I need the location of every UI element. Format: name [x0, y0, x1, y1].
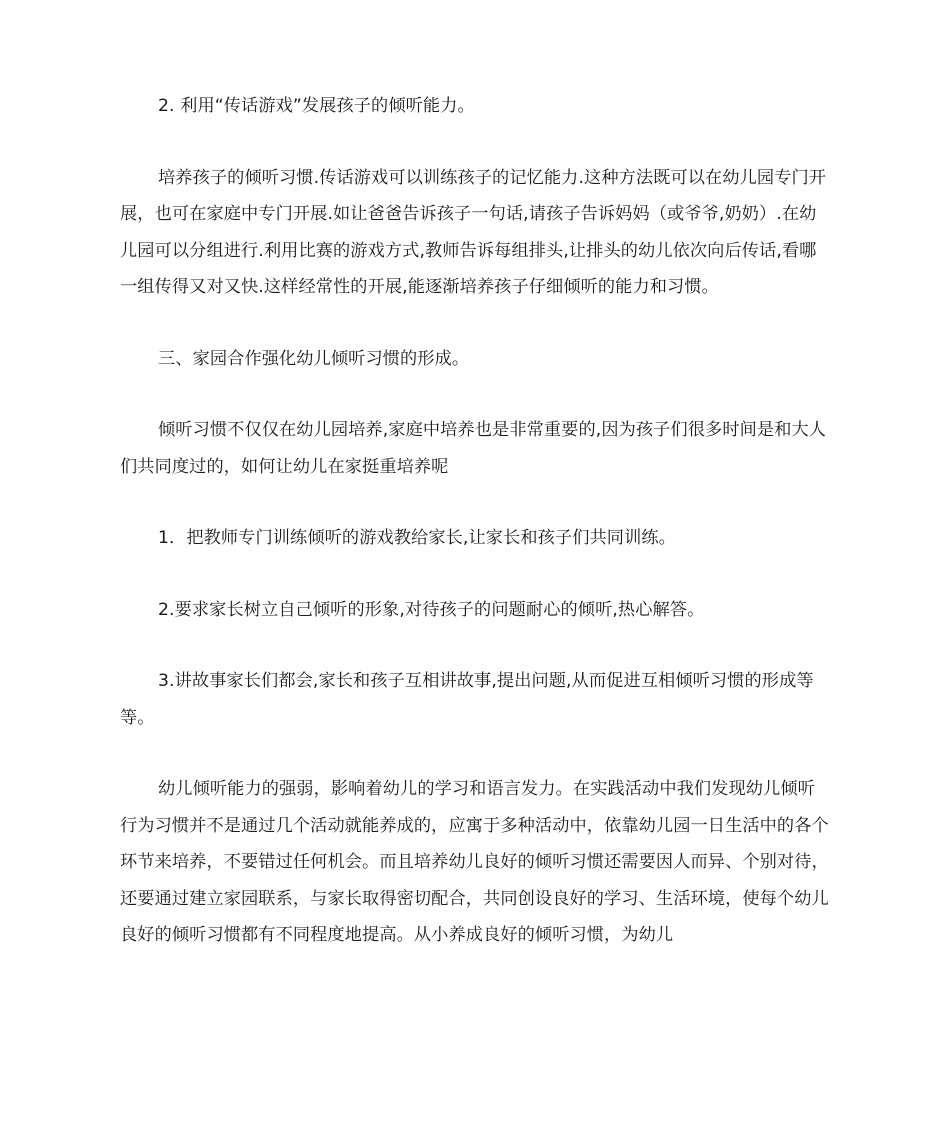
section-heading-2: 2. 利用“传话游戏”发展孩子的倾听能力。 [158, 96, 475, 116]
document-body [120, 88, 832, 954]
list-item: 1．把教师专门训练倾听的游戏教给家长,让家长和孩子们共同训练。 [158, 528, 676, 548]
body-paragraph: 倾听习惯不仅仅在幼儿园培养,家庭中培养也是非常重要的,因为孩子们很多时间是和大人们共同度过的，如何让幼儿在家挺重培养呢 [120, 420, 827, 477]
section-heading-3: 三、家园合作强化幼儿倾听习惯的形成。 [158, 348, 470, 369]
list-item: 3.讲故事家长们都会,家长和孩子互相讲故事,提出问题,从而促进互相倾听习惯的形成等等。 [120, 671, 814, 728]
body-paragraph: 培养孩子的倾听习惯.传话游戏可以训练孩子的记忆能力.这种方法既可以在幼儿园专门开展，也可在家庭中专门开展.如让爸爸告诉孩子一句话,请孩子告诉妈妈（或爷爷,奶奶）.在幼儿园可以分组进行.利用比赛的游戏方式,教师告诉每组排头,让排头的幼儿依次向后传话,看哪一组传得又对又快.这样经常性的开展,能逐渐培养孩子仔细倾听的能力和习惯。 [120, 167, 827, 297]
body-paragraph: 幼儿倾听能力的强弱，影响着幼儿的学习和语言发力。在实践活动中我们发现幼儿倾听行为习惯并不是通过几个活动就能养成的，应寓于多种活动中，依靠幼儿园一日生活中的各个环节来培养，不要错过任何机会。而且培养幼儿良好的倾听习惯还需要因人而异、个别对待，还要通过建立家园联系，与家长取得密切配合，共同创设良好的学习、生活环境，使每个幼儿良好的倾听习惯都有不同程度地提高。从小养成良好的倾听习惯，为幼儿 [120, 779, 829, 945]
list-item: 2.要求家长树立自己倾听的形象,对待孩子的问题耐心的倾听,热心解答。 [158, 599, 705, 620]
